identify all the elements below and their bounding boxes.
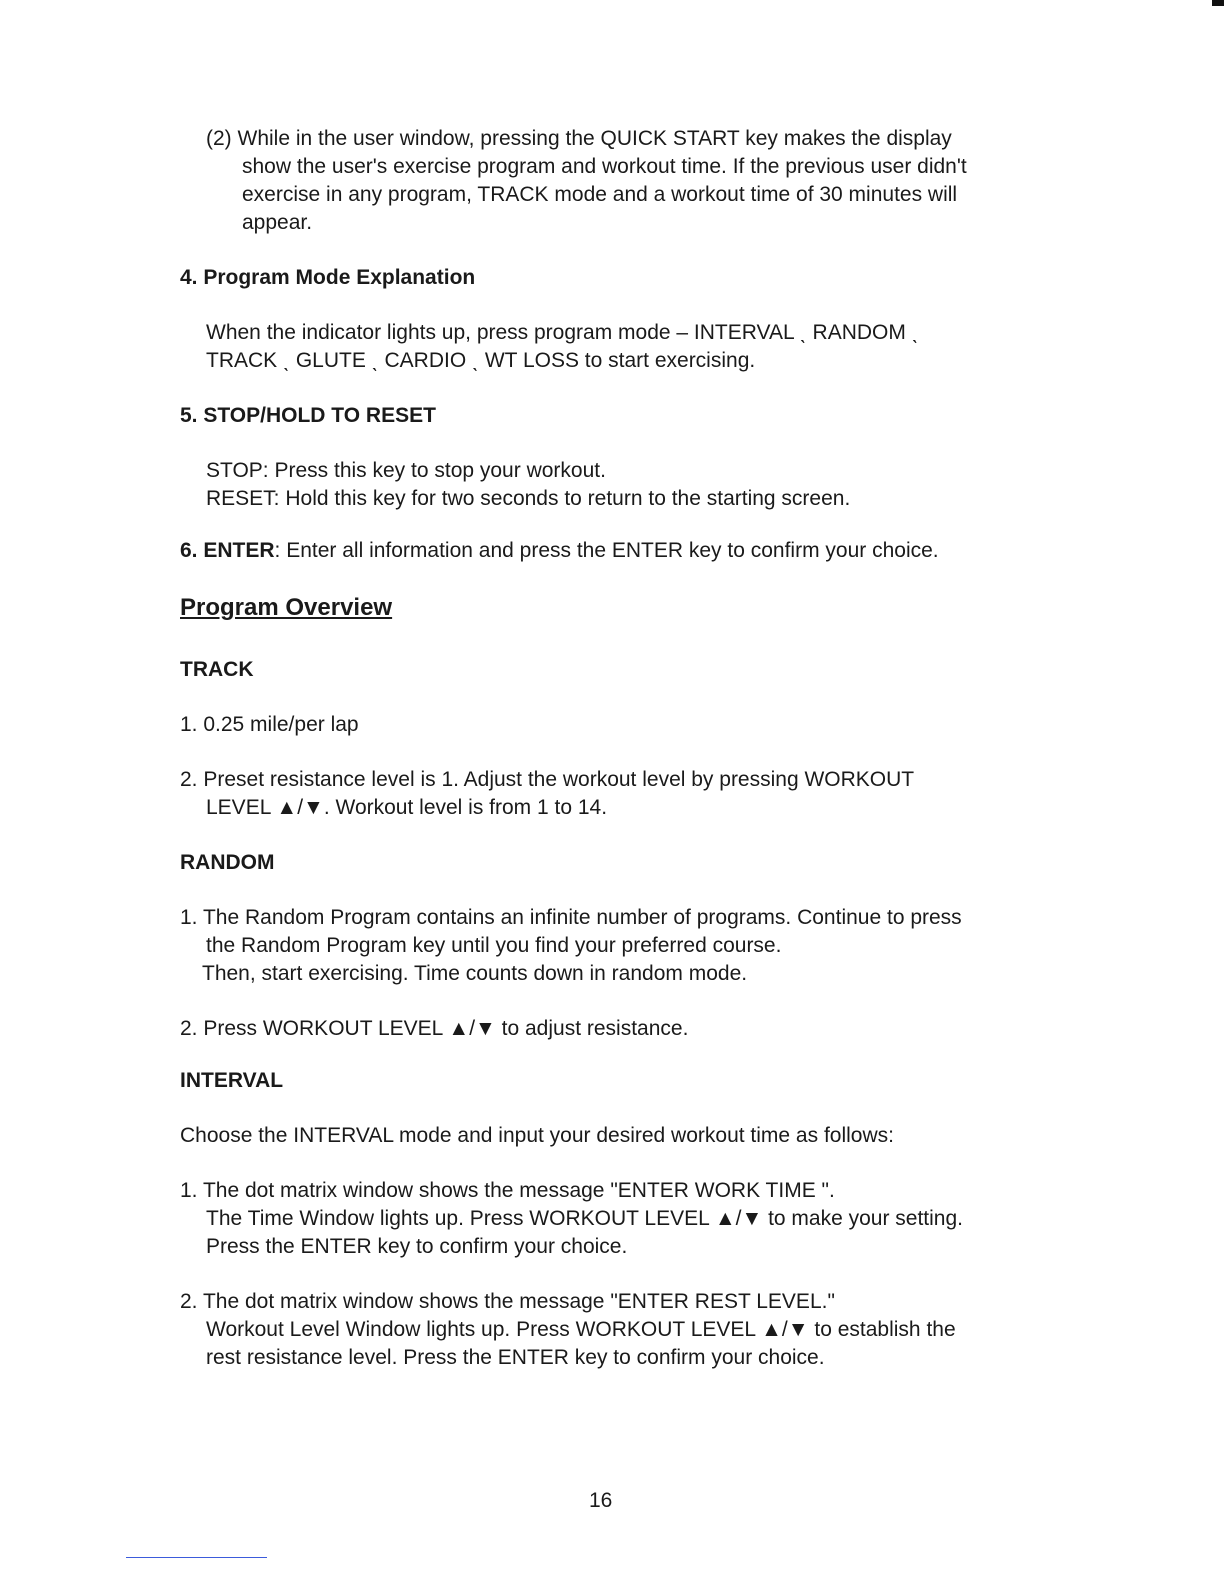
track-item-2: [180, 766, 914, 822]
section-5-line-stop: STOP: Press this key to stop your workout.: [206, 459, 606, 482]
interval-intro: Choose the INTERVAL mode and input your desired workout time as follows:: [180, 1124, 894, 1147]
section-5-line-reset: RESET: Hold this key for two seconds to return to the starting screen.: [206, 487, 851, 510]
section-4-heading: 4. Program Mode Explanation: [180, 266, 476, 289]
random-heading: RANDOM: [180, 851, 275, 874]
interval-item-1: [180, 1177, 963, 1261]
section-5-body: [206, 457, 850, 513]
track-item-1: 1. 0.25 mile/per lap: [180, 713, 359, 736]
quick-start-note: [206, 125, 967, 237]
page-number: 16: [589, 1489, 613, 1512]
random-item-1: [180, 904, 962, 988]
quick-start-note-line-3: exercise in any program, TRACK mode and a workout time of 30 minutes will: [242, 183, 958, 206]
interval-item-2: [180, 1288, 956, 1372]
section-6: [180, 537, 939, 565]
quick-start-note-line-2: show the user's exercise program and workout time. If the previous user didn't: [242, 155, 967, 178]
section-5-heading: 5. STOP/HOLD TO RESET: [180, 404, 436, 427]
interval-heading: INTERVAL: [180, 1069, 284, 1092]
interval-item-2-line-1: 2. The dot matrix window shows the message "ENTER REST LEVEL.": [180, 1290, 835, 1313]
random-item-1-line-1: 1. The Random Program contains an infinite number of programs. Continue to press: [180, 906, 962, 929]
section-4-line-2: TRACK ˎ GLUTE ˎ CARDIO ˎ WT LOSS to start exercising.: [206, 349, 756, 372]
program-overview-title: Program Overview: [180, 594, 393, 621]
interval-item-1-line-2: The Time Window lights up. Press WORKOUT LEVEL ▲/▼ to make your setting.: [206, 1207, 963, 1230]
section-6-text: : Enter all information and press the ENTER key to confirm your choice.: [274, 539, 939, 562]
interval-item-1-line-1: 1. The dot matrix window shows the message "ENTER WORK TIME ".: [180, 1179, 835, 1202]
section-6-label: 6. ENTER: [180, 539, 275, 562]
section-4-body: [206, 319, 919, 375]
interval-item-2-line-3: rest resistance level. Press the ENTER key to confirm your choice.: [206, 1346, 825, 1369]
track-item-2-line-2: LEVEL ▲/▼. Workout level is from 1 to 14.: [206, 796, 608, 819]
interval-item-1-line-3: Press the ENTER key to confirm your choice.: [206, 1235, 628, 1258]
scan-corner-mark: [1212, 0, 1224, 6]
random-item-1-line-2: the Random Program key until you find your preferred course.: [206, 934, 782, 957]
random-item-1-line-3: Then, start exercising. Time counts down in random mode.: [202, 962, 748, 985]
track-item-2-line-1: 2. Preset resistance level is 1. Adjust the workout level by pressing WORKOUT: [180, 768, 915, 791]
interval-item-2-line-2: Workout Level Window lights up. Press WORKOUT LEVEL ▲/▼ to establish the: [206, 1318, 956, 1341]
section-4-line-1: When the indicator lights up, press program mode – INTERVAL ˎ RANDOM ˎ: [206, 321, 919, 344]
random-item-2: 2. Press WORKOUT LEVEL ▲/▼ to adjust resistance.: [180, 1017, 689, 1040]
scan-edge-line: [126, 1557, 267, 1558]
quick-start-note-line-4: appear.: [242, 211, 313, 234]
quick-start-note-line-1: (2) While in the user window, pressing the QUICK START key makes the display: [206, 127, 952, 150]
track-heading: TRACK: [180, 658, 254, 681]
